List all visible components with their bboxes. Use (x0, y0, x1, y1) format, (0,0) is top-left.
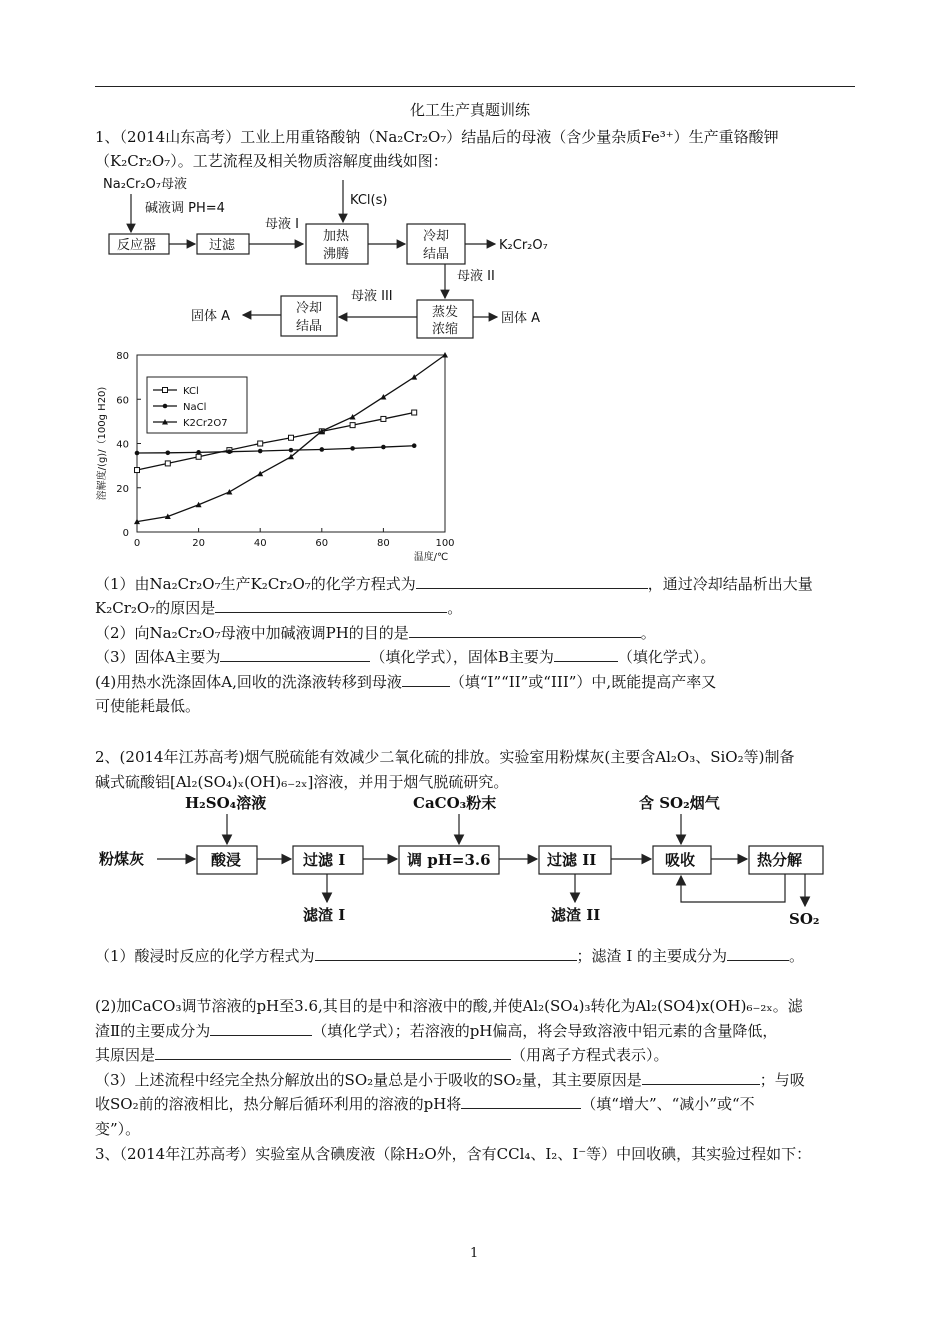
chart-x-tick-label: 60 (315, 538, 329, 549)
flow2-filter2-label: 过滤 II (547, 851, 597, 869)
flow1-mother1-label: 母液 I (265, 217, 299, 232)
flow2-residue2-label: 滤渣 II (551, 906, 601, 924)
flow1-mother3-label: 母液 III (351, 289, 393, 304)
series-point-nacl (350, 446, 355, 451)
chart-x-tick-label: 40 (253, 538, 267, 549)
chart-y-tick-label: 60 (116, 395, 129, 407)
flow2-feed-label: 粉煤灰 (99, 850, 145, 868)
q2-intro-line2: 碱式硫酸铝[Al₂(SO₄)ₓ(OH)₆₋₂ₓ]溶液，并用于烟气脱硫研究。 (95, 773, 509, 791)
chart-y-tick-label: 20 (116, 483, 129, 495)
q1-flow-diagram (95, 172, 555, 342)
q1-question3-line: （3）固体A主要为 （填化学式），固体B主要为 （填化学式）。 (95, 648, 716, 666)
series-point-nacl (412, 443, 417, 448)
q2-question2-line2: 渣Ⅱ的主要成分为 （填化学式）；若溶液的pH偏高，将会导致溶液中铝元素的含量降低， (95, 1022, 778, 1040)
flow1-alkali-label: 碱液调 PH=4 (145, 201, 225, 216)
series-point-nacl (258, 449, 263, 454)
flow2-ph-label: 调 pH=3.6 (407, 851, 491, 869)
chart-x-axis-label: 温度/℃ (413, 552, 449, 563)
series-point-k2cr2o7 (350, 414, 356, 420)
q2-question1-line: （1）酸浸时反应的化学方程式为 ；滤渣 I 的主要成分为 。 (95, 947, 805, 965)
page-title: 化工生产真题训练 (410, 101, 531, 119)
flow1-cool2-label1: 冷却 (296, 301, 323, 316)
flow1-feed-label: Na₂Cr₂O₇母液 (103, 177, 187, 192)
series-point-kcl (258, 441, 263, 446)
flow1-kcl-label: KCl(s) (350, 193, 388, 208)
chart-y-tick-label: 40 (116, 439, 129, 451)
q2-question2-line3: 其原因是 （用离子方程式表示）。 (95, 1046, 669, 1064)
q2-intro-line1: 2、(2014年江苏高考)烟气脱硫能有效减少二氧化硫的排放。实验室用粉煤灰(主要含Al₂O₃、SiO₂等)制备 (95, 748, 795, 766)
q2-flow-diagram (95, 790, 855, 930)
q2-answer-blank-2[interactable] (727, 946, 789, 961)
q2-answer-blank-3[interactable] (210, 1021, 312, 1036)
flow1-filter-label: 过滤 (209, 238, 236, 253)
series-point-nacl (381, 445, 386, 450)
series-point-k2cr2o7 (380, 394, 386, 400)
q2-question3-line1: （3）上述流程中经完全热分解放出的SO₂量总是小于吸收的SO₂量，其主要原因是 ；与吸 (95, 1071, 805, 1089)
q1-answer-blank-3[interactable] (409, 623, 641, 638)
series-point-kcl (381, 416, 386, 421)
flow2-residue1-label: 滤渣 I (303, 906, 346, 924)
legend-label-kcl: KCl (183, 386, 199, 397)
flow2-acid-label: 酸浸 (211, 851, 242, 869)
flow2-absorb-label: 吸收 (665, 851, 696, 869)
q1-question2-line: （2）向Na₂Cr₂O₇母液中加碱液调PH的目的是 。 (95, 624, 656, 642)
series-point-kcl (412, 410, 417, 415)
flow1-evap-label2: 浓缩 (432, 322, 459, 337)
series-point-kcl (350, 423, 355, 428)
q3-intro-line: 3、（2014年江苏高考）实验室从含碘废液（除H₂O外，含有CCl₄、I₂、I⁻等）中回收碘，其实验过程如下： (95, 1145, 812, 1163)
flow1-solid-right-label: 固体 A (501, 311, 541, 326)
series-point-kcl (289, 435, 294, 440)
header-rule (95, 86, 855, 87)
series-point-kcl (135, 468, 140, 473)
series-line-nacl (137, 446, 414, 453)
q2-answer-blank-4[interactable] (155, 1045, 511, 1060)
series-point-k2cr2o7 (226, 489, 232, 495)
solubility-chart (95, 345, 465, 567)
q1-answer-blank-4[interactable] (220, 647, 370, 662)
flow2-filter1-label: 过滤 I (303, 851, 346, 869)
chart-x-tick-label: 100 (435, 538, 455, 549)
q1-question1-line1: （1）由Na₂Cr₂O₇生产K₂Cr₂O₇的化学方程式为 ，通过冷却结晶析出大量 (95, 575, 813, 593)
q1-question1-line2: K₂Cr₂O₇的原因是 。 (95, 599, 463, 617)
flow2-caco3-label: CaCO₃粉末 (413, 794, 497, 812)
q2-answer-blank-1[interactable] (315, 946, 577, 961)
flow1-product-label: K₂Cr₂O₇ (499, 238, 548, 253)
flow1-cool-label2: 结晶 (423, 247, 450, 262)
q2-answer-blank-6[interactable] (461, 1094, 581, 1109)
flow2-so2-label: SO₂ (789, 910, 820, 928)
legend-marker-nacl (163, 404, 168, 409)
q1-intro-line1: 1、（2014山东高考）工业上用重铬酸钠（Na₂Cr₂O₇）结晶后的母液（含少量杂质Fe³⁺）生产重铬酸钾 (95, 128, 779, 146)
page-number: 1 (470, 1246, 479, 1261)
flow2-decomp-label: 热分解 (757, 851, 803, 869)
q2-question3-line2: 收SO₂前的溶液相比，热分解后循环利用的溶液的pH将 （填“增大”、“减小”或“不 (95, 1095, 755, 1113)
flow1-cool2-label2: 结晶 (296, 319, 323, 334)
legend-label-k2cr2o7: K2Cr2O7 (183, 418, 228, 429)
series-point-nacl (227, 449, 232, 454)
series-point-kcl (196, 454, 201, 459)
flow1-heat-label1: 加热 (323, 229, 350, 244)
series-point-kcl (165, 461, 170, 466)
q1-answer-blank-5[interactable] (554, 647, 618, 662)
legend-label-nacl: NaCl (183, 402, 207, 413)
flow1-reactor-label: 反应器 (117, 238, 157, 253)
q1-answer-blank-1[interactable] (416, 574, 648, 589)
flow1-cool-label1: 冷却 (423, 229, 450, 244)
series-point-nacl (166, 450, 171, 455)
q2-question2-line1: (2)加CaCO₃调节溶液的pH至3.6,其目的是中和溶液中的酸,并使Al₂(SO₄)₃转化为Al₂(SO4)x(OH)₆₋₂ₓ。滤 (95, 997, 803, 1015)
q2-question3-line3: 变”）。 (95, 1120, 141, 1138)
chart-y-tick-label: 80 (116, 351, 129, 362)
series-point-k2cr2o7 (257, 471, 263, 477)
q1-question4-line2: 可使能耗最低。 (95, 697, 201, 715)
q1-answer-blank-2[interactable] (215, 598, 447, 613)
series-point-nacl (135, 451, 140, 456)
chart-y-axis-label: 溶解度/(g)/（100g H20) (97, 386, 108, 501)
series-point-nacl (196, 450, 201, 455)
flow1-heat-label2: 沸腾 (323, 247, 350, 262)
legend-marker-kcl (163, 388, 168, 393)
q1-answer-blank-6[interactable] (402, 672, 450, 687)
q1-intro-line2: （K₂Cr₂O₇）。工艺流程及相关物质溶解度曲线如图： (95, 152, 448, 170)
series-point-nacl (289, 448, 294, 453)
chart-y-tick-label: 0 (122, 528, 129, 539)
flow1-mother2-label: 母液 II (457, 269, 495, 284)
flow2-so2gas-label: 含 SO₂烟气 (639, 794, 720, 812)
flow1-evap-label1: 蒸发 (432, 305, 459, 320)
q2-answer-blank-5[interactable] (642, 1070, 760, 1085)
chart-x-tick-label: 0 (133, 538, 141, 549)
flow2-h2so4-label: H₂SO₄溶液 (185, 794, 267, 812)
q1-question4-line1: (4)用热水洗涤固体A,回收的洗涤液转移到母液 （填“I”“II”或“III”）中,既能提高产率又 (95, 673, 717, 691)
flow1-solid-left-label: 固体 A (191, 309, 231, 324)
chart-x-tick-label: 20 (192, 538, 205, 549)
chart-x-tick-label: 80 (377, 538, 390, 549)
series-point-nacl (320, 447, 325, 452)
